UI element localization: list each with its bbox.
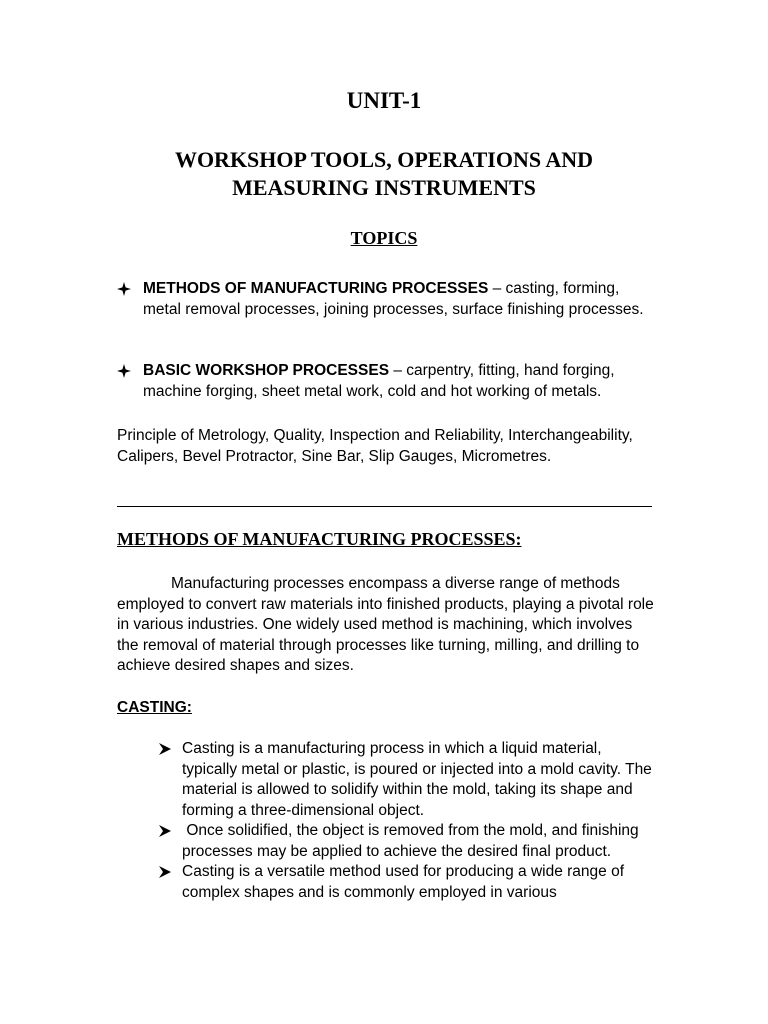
topic-item [117, 279, 657, 320]
list-item-text: Casting is a versatile method used for producing a wide range of complex shapes and is commonly employed in various [182, 863, 624, 901]
topics-heading: TOPICS [350, 228, 418, 248]
unit-title: UNIT-1 [346, 88, 422, 113]
horizontal-divider [117, 506, 652, 507]
metrology-paragraph: Principle of Metrology, Quality, Inspection and Reliability, Interchangeability, Calipers, Bevel Protractor, Sine Bar, Slip Gauges, Micrometres. [117, 427, 633, 465]
topic-item [117, 361, 657, 402]
list-item [158, 862, 658, 903]
page-title [80, 146, 688, 202]
title-line-1: WORKSHOP TOOLS, OPERATIONS AND [174, 147, 594, 172]
diamond-bullet-icon [117, 279, 135, 303]
arrow-bullet-icon [158, 821, 172, 845]
casting-list [158, 739, 658, 903]
list-item-text: Once solidified, the object is removed from the mold, and finishing processes may be applied to achieve the desired final product. [182, 822, 643, 860]
section-heading: METHODS OF MANUFACTURING PROCESSES: [117, 529, 522, 549]
list-item [158, 739, 658, 821]
diamond-bullet-icon [117, 361, 135, 385]
topic-title: METHODS OF MANUFACTURING PROCESSES [143, 280, 489, 297]
title-line-2: MEASURING INSTRUMENTS [232, 175, 536, 200]
topic-description: – casting, forming, metal removal processes, joining processes, surface finishing processes. [143, 280, 644, 318]
casting-heading: CASTING: [117, 699, 192, 716]
topic-title: BASIC WORKSHOP PROCESSES [143, 362, 390, 379]
list-item [158, 821, 658, 862]
arrow-bullet-icon [158, 739, 172, 763]
arrow-bullet-icon [158, 862, 172, 886]
topic-description: – carpentry, fitting, hand forging, machine forging, sheet metal work, cold and hot working of metals. [143, 362, 615, 400]
list-item-text: Casting is a manufacturing process in which a liquid material, typically metal or plastic, is poured or injected into a mold cavity. The material is allowed to solidify within the mold, taking its shape and forming a three-dimensional object. [182, 740, 652, 819]
intro-paragraph: Manufacturing processes encompass a diverse range of methods employed to convert raw materials into finished products, playing a pivotal role in various industries. One widely used method is machining, which involves the removal of material through processes like turning, milling, and drilling to achieve desired shapes and sizes. [117, 575, 654, 674]
